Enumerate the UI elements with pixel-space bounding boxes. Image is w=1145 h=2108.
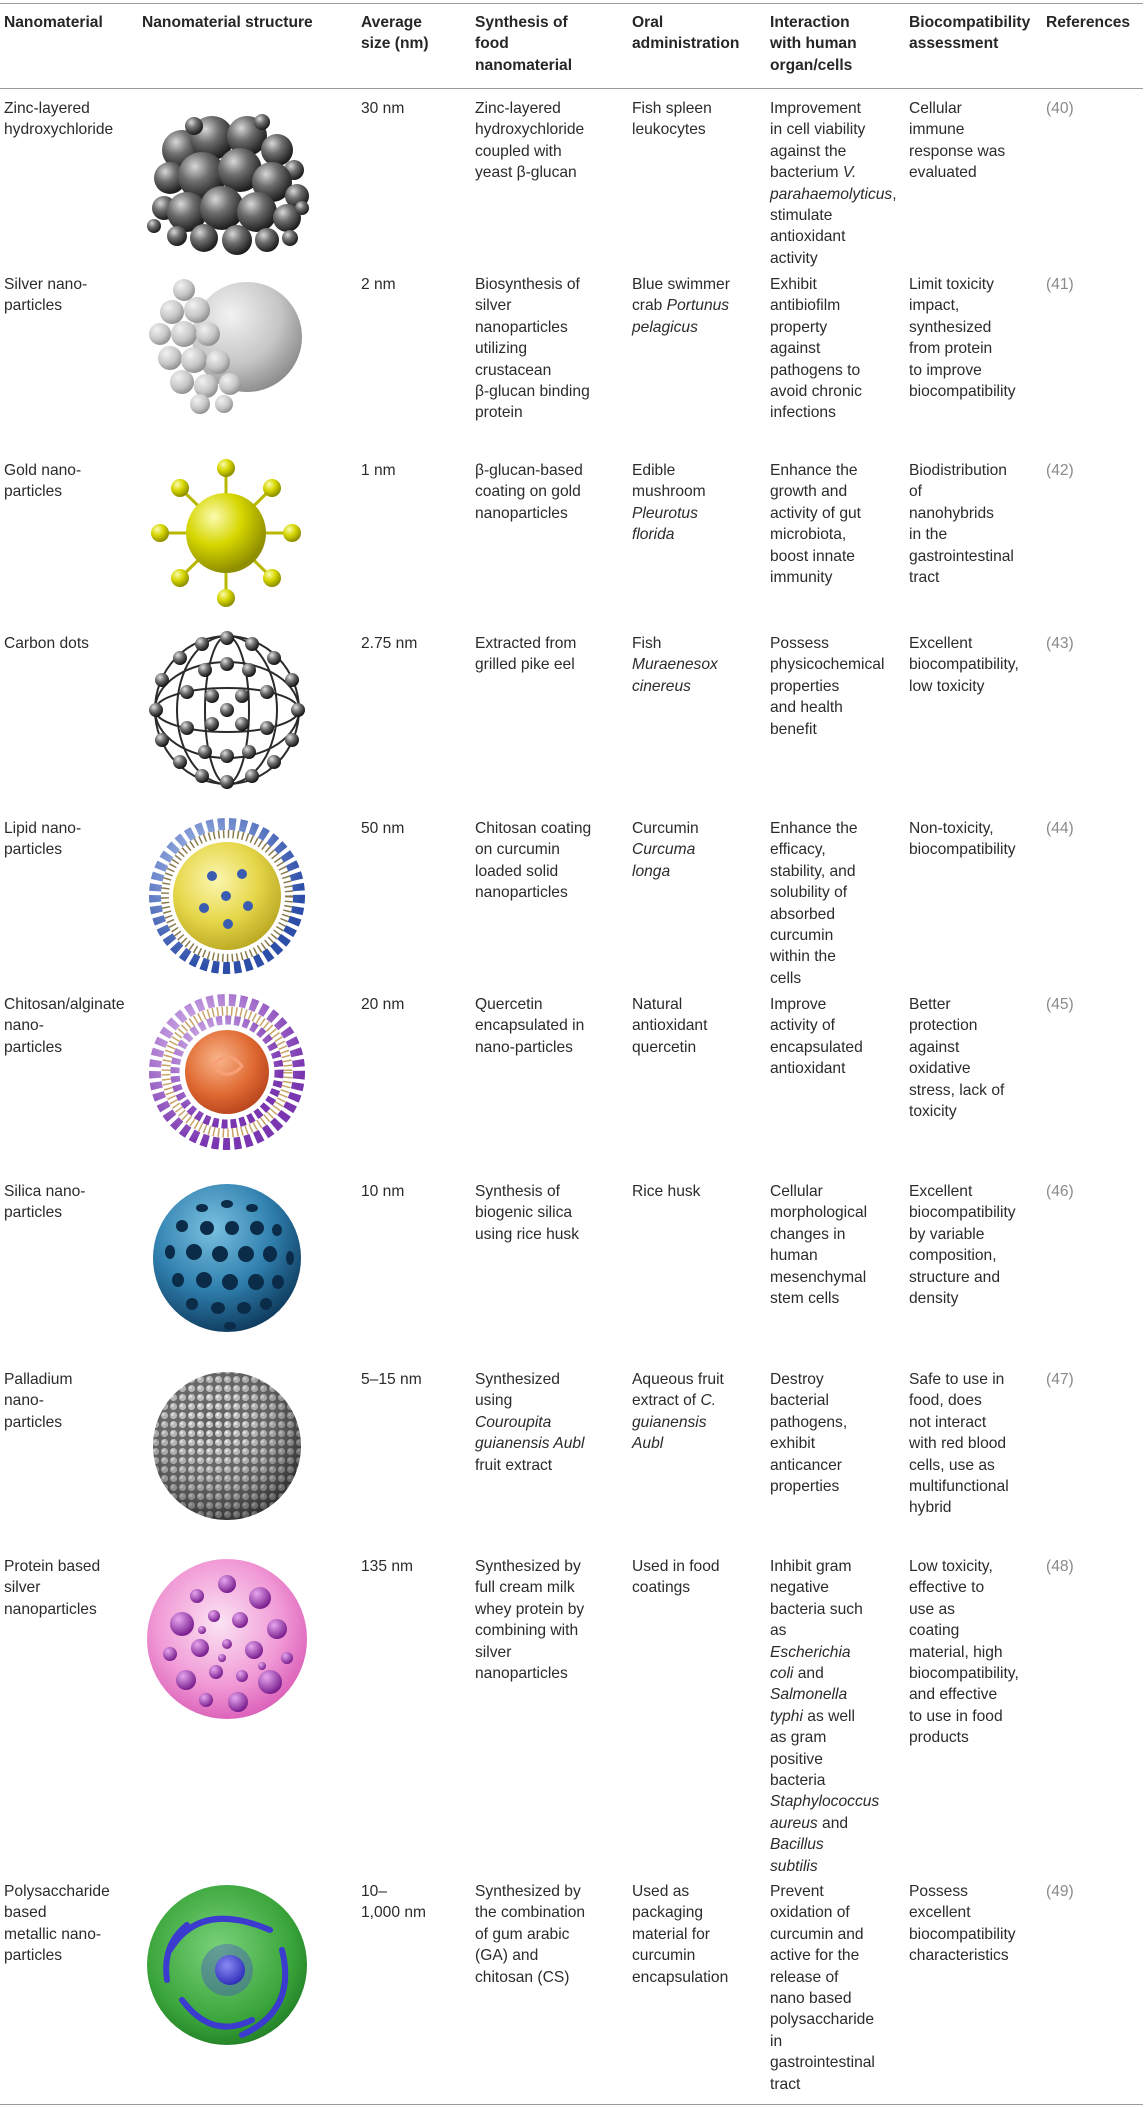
row-5-synthesis: Quercetin encapsulated in nano-particles [475,996,585,1056]
row-2-reference-link[interactable]: (42) [1046,462,1074,479]
row-4-synthesis: Chitosan coating on curcumin loaded solid nanoparticles [475,820,592,902]
row-7-size: 5–15 nm [361,1371,422,1388]
header-oral-administration: Oral administration [632,14,740,53]
row-2-interaction: Enhance the growth and activity of gut microbiota, boost innate immunity [770,462,862,587]
row-9-interaction: Prevent oxidation of curcumin and active for the release of nano based polysaccharide in gastrointestinal tract [770,1883,875,2093]
row-8-biocompat: Low toxicity, effective to use as coating material, high biocompatibility, and effective to use in food products [909,1558,1019,1747]
row-6-synthesis: Synthesis of biogenic silica using rice husk [475,1183,580,1243]
row-4-reference-link[interactable]: (44) [1046,820,1074,837]
header-biocompatibility: Biocompatibility assessment [909,14,1031,53]
row-6-size: 10 nm [361,1183,405,1200]
row-5-biocompat: Better protection against oxidative stress, lack of toxicity [909,996,1005,1121]
row-1-reference-link[interactable]: (41) [1046,276,1074,293]
row-8-synthesis: Synthesized by full cream milk whey protein by combining with silver nanoparticles [475,1558,585,1683]
green-polysaccharide-sphere-icon [142,1880,312,2050]
row-1-oral: Blue swimmer crab Portunus pelagicus [632,276,730,336]
row-4-size: 50 nm [361,820,405,837]
row-1-biocompat: Limit toxicity impact, synthesized from protein to improve biocompatibility [909,276,1016,401]
row-6-interaction: Cellular morphological changes in human mesenchymal stem cells [770,1183,868,1308]
row-3-synthesis: Extracted from grilled pike eel [475,635,577,674]
row-5-oral: Natural antioxidant quercetin [632,996,708,1056]
row-7-synthesis: Synthesized using Couroupita guianensis Aubl fruit extract [475,1371,585,1474]
row-0-size: 30 nm [361,100,405,117]
row-2-biocompat: Biodistribution of nanohybrids in the gastrointestinal tract [909,462,1014,587]
row-0-reference-link[interactable]: (40) [1046,100,1074,117]
silver-sphere-icon [142,272,312,422]
row-6-reference-link[interactable]: (46) [1046,1183,1074,1200]
row-3-size: 2.75 nm [361,635,418,652]
row-1-interaction: Exhibit antibiofilm property against pathogens to avoid chronic infections [770,276,862,422]
row-3-nanomaterial: Carbon dots [4,635,89,652]
row-7-oral: Aqueous fruit extract of C. guianensis Aubl [632,1371,724,1453]
row-7-interaction: Destroy bacterial pathogens, exhibit anticancer properties [770,1371,848,1496]
row-3-oral: Fish Muraenesox cinereus [632,635,718,695]
row-5-size: 20 nm [361,996,405,1013]
row-9-reference-link[interactable]: (49) [1046,1883,1074,1900]
atom-cluster-sphere-icon [142,1366,312,1526]
row-3-reference-link[interactable]: (43) [1046,635,1074,652]
row-8-nanomaterial: Protein based silver nanoparticles [4,1558,101,1618]
gold-sphere-ligands-icon [142,458,312,608]
header-average-size: Average size (nm) [361,14,429,53]
row-7-nanomaterial: Palladium nano- particles [4,1371,73,1431]
row-1-synthesis: Biosynthesis of silver nanoparticles utilizing crustacean β-glucan binding protein [475,276,590,422]
row-0-biocompat: Cellular immune response was evaluated [909,100,1006,182]
header-synthesis: Synthesis of food nanomaterial [475,14,573,74]
sphere-cluster-icon [142,108,312,258]
row-6-oral: Rice husk [632,1183,701,1200]
row-9-size: 10– 1,000 nm [361,1883,427,1922]
row-0-synthesis: Zinc-layered hydroxychloride coupled with yeast β-glucan [475,100,585,182]
header-structure: Nanomaterial structure [142,14,313,31]
header-nanomaterial: Nanomaterial [4,14,103,31]
row-6-biocompat: Excellent biocompatibility by variable composition, structure and density [909,1183,1016,1308]
row-0-nanomaterial: Zinc-layered hydroxychloride [4,100,114,139]
row-5-reference-link[interactable]: (45) [1046,996,1074,1013]
row-1-size: 2 nm [361,276,396,293]
row-6-nanomaterial: Silica nano- particles [4,1183,86,1222]
row-8-reference-link[interactable]: (48) [1046,1558,1074,1575]
row-8-size: 135 nm [361,1558,414,1575]
row-9-biocompat: Possess excellent biocompatibility characteristics [909,1883,1016,1965]
table-bottom-rule [0,2104,1143,2105]
carbon-cage-icon [142,630,312,790]
row-8-oral: Used in food coatings [632,1558,720,1597]
row-2-oral: Edible mushroom Pleurotus florida [632,462,706,544]
row-9-nanomaterial: Polysaccharide based metallic nano- particles [4,1883,110,1965]
row-9-synthesis: Synthesized by the combination of gum arabic (GA) and chitosan (CS) [475,1883,586,1986]
row-2-synthesis: β-glucan-based coating on gold nanoparticles [475,462,583,522]
row-2-size: 1 nm [361,462,396,479]
table-top-rule [0,3,1143,4]
row-9-oral: Used as packaging material for curcumin encapsulation [632,1883,729,1986]
header-bottom-rule [0,88,1143,89]
row-7-reference-link[interactable]: (47) [1046,1371,1074,1388]
row-3-biocompat: Excellent biocompatibility, low toxicity [909,635,1019,695]
row-4-biocompat: Non-toxicity, biocompatibility [909,820,1016,859]
porous-silica-sphere-icon [142,1178,312,1338]
row-4-nanomaterial: Lipid nano- particles [4,820,82,859]
row-2-nanomaterial: Gold nano- particles [4,462,82,501]
pink-particle-sphere-icon [142,1554,312,1724]
row-1-nanomaterial: Silver nano- particles [4,276,88,315]
row-0-oral: Fish spleen leukocytes [632,100,712,139]
row-0-interaction: Improvement in cell viability against the bacterium V. parahaemolyticus, stimulate antioxidant activity [770,100,897,267]
row-5-nanomaterial: Chitosan/alginate nano- particles [4,996,125,1056]
row-3-interaction: Possess physicochemical properties and health benefit [770,635,885,738]
row-4-interaction: Enhance the efficacy, stability, and solubility of absorbed curcumin within the cells [770,820,858,987]
row-8-interaction: Inhibit gram negative bacteria such as Escherichia coli and Salmonella typhi as well as gram positive bacteria Staphylococcus aureus and Bacillus subtilis [770,1558,880,1875]
chitosan-alginate-particle-icon [142,992,312,1152]
row-4-oral: Curcumin Curcuma longa [632,820,699,880]
row-7-biocompat: Safe to use in food, does not interact with red blood cells, use as multifunctional hybrid [909,1371,1009,1517]
lipid-particle-icon [142,816,312,976]
header-interaction: Interaction with human organ/cells [770,14,857,74]
header-references: References [1046,14,1131,31]
row-5-interaction: Improve activity of encapsulated antioxidant [770,996,863,1078]
